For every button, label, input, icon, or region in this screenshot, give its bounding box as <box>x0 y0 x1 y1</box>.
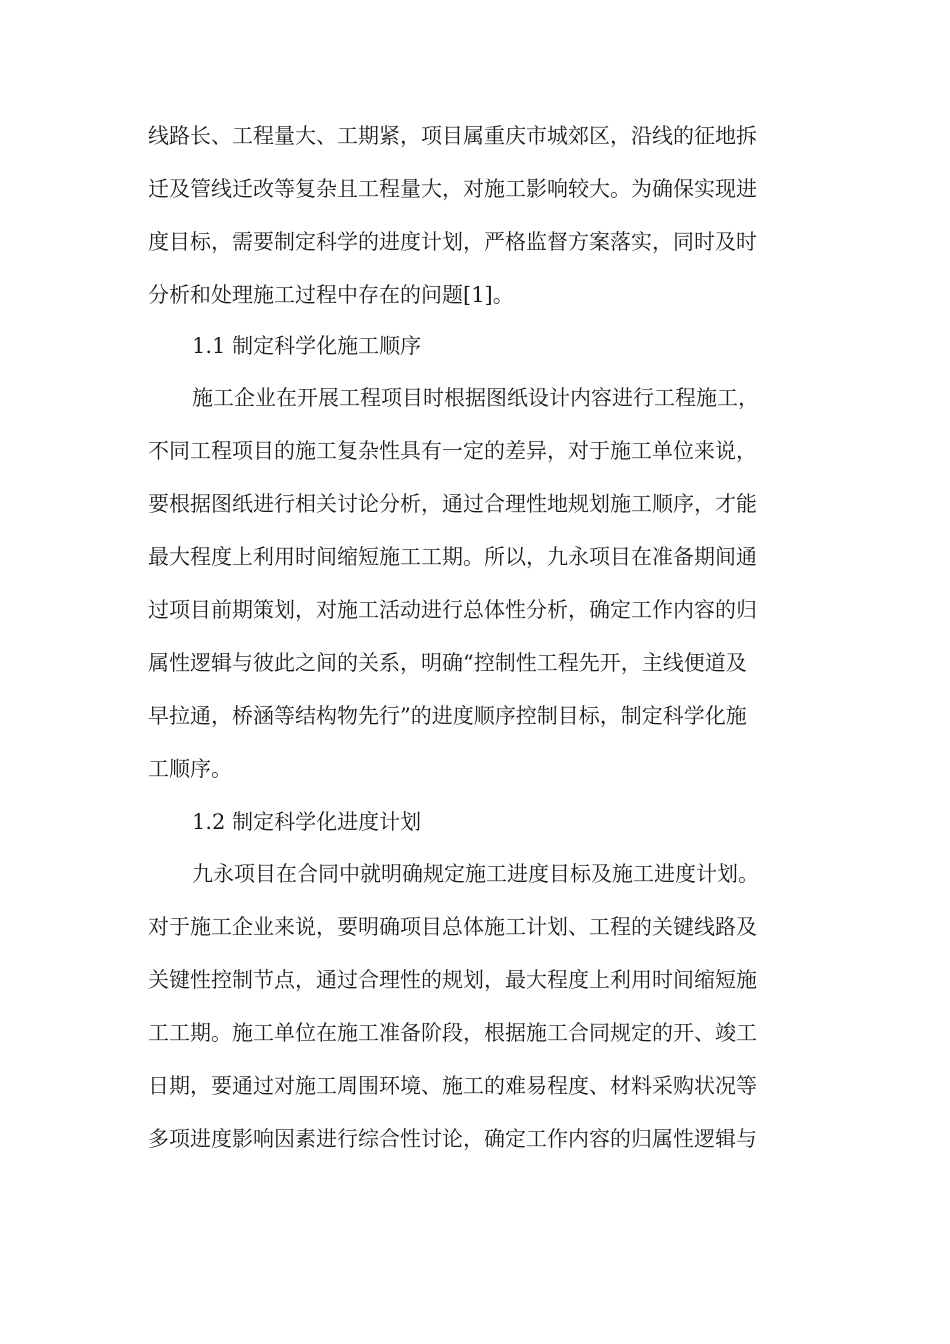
section-heading-1-1: 1.1 制定科学化施工顺序 <box>192 334 422 358</box>
paragraph-line: 日期，要通过对施工周围环境、施工的难易程度、材料采购状况等 <box>148 1074 757 1098</box>
paragraph-line: 工顺序。 <box>148 757 232 781</box>
paragraph-line: 要根据图纸进行相关讨论分析，通过合理性地规划施工顺序，才能 <box>148 492 757 516</box>
paragraph-line: 过项目前期策划，对施工活动进行总体性分析，确定工作内容的归 <box>148 598 757 622</box>
paragraph-line: 度目标，需要制定科学的进度计划，严格监督方案落实，同时及时 <box>148 230 757 254</box>
paragraph-line: 关键性控制节点，通过合理性的规划，最大程度上利用时间缩短施 <box>148 968 757 992</box>
paragraph-line: 不同工程项目的施工复杂性具有一定的差异，对于施工单位来说， <box>148 439 757 463</box>
paragraph-line: 多项进度影响因素进行综合性讨论，确定工作内容的归属性逻辑与 <box>148 1127 757 1151</box>
section-heading-1-2: 1.2 制定科学化进度计划 <box>192 810 422 834</box>
paragraph-line: 属性逻辑与彼此之间的关系，明确“控制性工程先开，主线便道及 <box>148 651 747 675</box>
paragraph-line: 分析和处理施工过程中存在的问题[1]。 <box>148 283 514 307</box>
paragraph-line: 对于施工企业来说，要明确项目总体施工计划、工程的关键线路及 <box>148 915 757 939</box>
paragraph-line: 早拉通，桥涵等结构物先行”的进度顺序控制目标，制定科学化施 <box>148 704 747 728</box>
paragraph-line: 施工企业在开展工程项目时根据图纸设计内容进行工程施工， <box>192 386 759 410</box>
paragraph-line: 工工期。施工单位在施工准备阶段，根据施工合同规定的开、竣工 <box>148 1021 757 1045</box>
paragraph-line: 迁及管线迁改等复杂且工程量大，对施工影响较大。为确保实现进 <box>148 177 757 201</box>
paragraph-line: 九永项目在合同中就明确规定施工进度目标及施工进度计划。 <box>192 862 759 886</box>
paragraph-line: 线路长、工程量大、工期紧，项目属重庆市城郊区，沿线的征地拆 <box>148 124 757 148</box>
paragraph-line: 最大程度上利用时间缩短施工工期。所以，九永项目在准备期间通 <box>148 545 757 569</box>
